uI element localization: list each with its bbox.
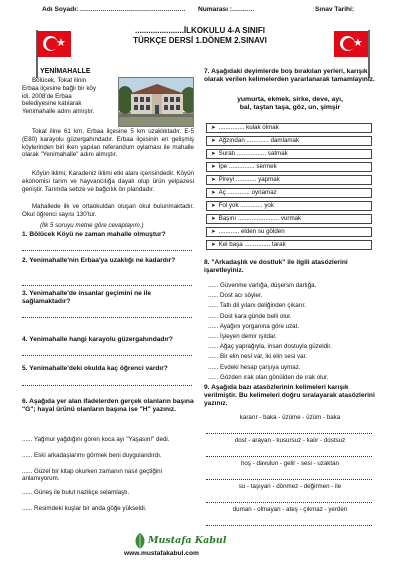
scrambled-proverb-4: su - taşıyan - dönmez - değirmen - ile <box>238 483 342 490</box>
idiom-box[interactable]: ➤ ............... kulak olmak <box>206 123 372 133</box>
scrambled-proverb-5: duman - olmayan - ateş - çıkmaz - yerden <box>232 506 348 513</box>
proverb-item[interactable]: ...... Tatlı dil yılanı deliğinden çıkarır. <box>208 302 306 310</box>
idiom-box[interactable]: ➤ Suratı ................. satmak <box>206 149 372 159</box>
arrow-icon: ➤ <box>211 190 216 196</box>
passage-paragraph-2: Tokat iline 61 km, Erbaa ilçesine 5 km uzaklıktadır. E-5 (E80) karayolu güzergahındadır. Erbaa ilçesinin en gelişmiş köylerinden biri iken yapılan referandum oylaması ile mahalle olarak "Yenimahalle" adını almıştır. <box>22 128 194 159</box>
q7-word-bank: yumurta, ekmek, sirke, deve, ayı, bal, taştan taşa, göz, un, şimşir <box>237 96 343 112</box>
scrambled-proverb-1: kararır - baka - üzüme - üzüm - baka <box>239 414 341 421</box>
q6-item[interactable]: ...... Yağmur yağdığını gören koca ayı "Yaşasın!" dedi. <box>22 436 170 443</box>
author-signature: Mustafa Kabul <box>148 535 227 546</box>
proverb-item[interactable]: ...... Gözden ırak olan gönülden de ırak olur. <box>208 373 329 381</box>
q6-item[interactable]: ...... Resimdeki kuşlar bir anda göğe yükseldi. <box>22 504 147 512</box>
name-label: Adı Soyadı: .................................................... <box>42 6 186 13</box>
number-label: Numarası :........... <box>198 6 255 13</box>
idiom-box[interactable]: ➤ Başını ........................ vurmak <box>206 214 372 224</box>
idiom-box[interactable]: ➤ İpe ............... sermek <box>206 162 372 172</box>
answer-line-9-2[interactable] <box>206 456 372 457</box>
arrow-icon: ➤ <box>211 242 216 248</box>
arrow-icon: ➤ <box>211 203 216 209</box>
question-3: 3. Yenimahalle'de insanlar geçimini ne ile sağlamaktadır? <box>22 290 151 306</box>
passage-heading: YENİMAHALLE <box>40 68 91 75</box>
passage-paragraph-3: Köyün iklimi, Karadeniz iklimi etki alanı içerisindedir. Köyün ekonomisi tarım ve hayvancılığa dayalı olup ürün yelpazesi geniştir. Tarımda sebze ve bağcılık ön plandadır. <box>22 170 194 193</box>
arrow-icon: ➤ <box>211 125 216 131</box>
arrow-icon: ➤ <box>211 177 216 183</box>
q8-items <box>208 281 378 383</box>
arrow-icon: ➤ <box>211 151 216 157</box>
q6-item[interactable]: ...... Güneş ile bulut nazikçe selamlaştı. <box>22 489 130 496</box>
idiom-box[interactable]: ➤ Aç ............. oynamaz <box>206 188 372 198</box>
question-1: 1. Bölücek Köyü ne zaman mahalle olmuştur? <box>22 231 166 238</box>
proverb-item[interactable]: ...... İşleyen demir ışıldar. <box>208 333 277 341</box>
idiom-box[interactable]: ➤ ............ elden su gölden <box>206 227 372 237</box>
website-link[interactable]: www.mustafakabul.com <box>124 550 199 557</box>
question-4: 4. Yenimahalle hangi karayolu güzergahındadır? <box>22 336 173 343</box>
arrow-icon: ➤ <box>211 229 216 235</box>
school-building-photo <box>118 77 194 127</box>
date-label: Sınav Tarihi: <box>315 6 355 13</box>
arrow-icon: ➤ <box>211 216 216 222</box>
question-8: 8. "Arkadaşlık ve dostluk" ile ilgili atasözlerini işaretleyiniz. <box>204 259 348 275</box>
proverb-item[interactable]: ...... Dost acı söyler. <box>208 292 263 300</box>
answer-line-9-4[interactable] <box>206 502 372 503</box>
question-5: 5. Yenimahalle'deki okulda kaç öğrenci vardır? <box>22 365 168 372</box>
proverb-item[interactable]: ...... Bir elin nesi var, iki elin sesi var. <box>208 353 308 361</box>
idiom-box[interactable]: ➤ Ağzından ............. damlamak <box>206 136 372 146</box>
question-7: 7. Aşağıdaki deyimlerde boş bırakılan yerleri, karışık olarak verilen kelimelerden yararlanarak tamamlayınız. <box>204 68 375 84</box>
idiom-box[interactable]: ➤ Pireyi ............ yapmak <box>206 175 372 185</box>
answer-line-1[interactable] <box>22 250 192 251</box>
proverb-item[interactable]: ...... Evdeki hesap çarşıya uymaz. <box>208 363 301 371</box>
arrow-icon: ➤ <box>211 164 216 170</box>
proverb-item[interactable]: ...... Ayağını yorganına göre uzat. <box>208 322 300 330</box>
answer-line-5[interactable] <box>22 385 192 386</box>
answer-line-4[interactable] <box>22 355 192 356</box>
arrow-icon: ➤ <box>211 138 216 144</box>
passage-intro: Bölücek, Tokat ilinin Erbaa ilçesine bağlı bir köy idi. 2008'de Erbaa belediyesine katılarak Yenimahalle adını almıştır. <box>22 77 96 115</box>
turkish-flag-right-icon: ★ <box>334 31 368 57</box>
leaf-logo-icon <box>132 531 148 551</box>
proverb-item[interactable]: ...... Dost kara günde belli olur. <box>208 312 292 320</box>
answer-line-2[interactable] <box>22 285 192 286</box>
passage-note: (İlk 5 soruyu metne göre cevaplayım.) <box>40 222 144 229</box>
scrambled-proverb-3: hoş - davulun - gelir - sesi - uzaktan <box>240 460 339 467</box>
idiom-box[interactable]: ➤ Kel başa ............... tarak <box>206 240 372 250</box>
proverb-item[interactable]: ...... Ağaç yaprağıyla, insan dostuyla güzeldir. <box>208 343 332 351</box>
answer-line-9-5[interactable] <box>206 525 372 526</box>
scrambled-proverb-2: dost - arayan - kusursuz - kalır - dostsuz <box>234 437 346 444</box>
passage-paragraph-4: Mahallede ilk ve ortaokuldan oluşan okul bulunmaktadır. Okul öğrenci sayısı 130'tur. <box>22 203 194 218</box>
q6-items <box>22 436 196 513</box>
exam-title: ......................İLKOKULU 4-A SINIFI TÜRKÇE DERSİ 1.DÖNEM 2.SINAVI <box>133 26 267 45</box>
q6-item[interactable]: ...... Eski arkadaşlarımı görmek beni duygulandırdı. <box>22 451 162 459</box>
answer-line-3[interactable] <box>22 317 192 318</box>
question-2: 2. Yenimahalle'nin Erbaa'ya uzaklığı ne kadardır? <box>22 257 176 264</box>
question-6: 6. Aşağıda yer alan ifadelerden gerçek olanların başına "G"; hayal ürünü olanların başına ise "H" yazınız. <box>22 398 194 414</box>
idiom-box[interactable]: ➤ Fol yok ............. yok <box>206 201 372 211</box>
q6-item[interactable]: ...... Güzel bir kitap okurken zamanın nasıl geçtiğini anlamıyorum. <box>22 467 162 483</box>
turkish-flag-left-icon: ★ <box>37 31 71 57</box>
answer-line-9-1[interactable] <box>206 433 372 434</box>
proverb-item[interactable]: ...... Güvenme varlığa, düşersin darlığa. <box>208 282 317 289</box>
answer-line-9-3[interactable] <box>206 479 372 480</box>
question-9: 9. Aşağıda bazı atasözlerinin kelimeleri karışık verilmiştir. Bu kelimeleri doğru sıralayarak atasözlerini yazınız. <box>204 384 375 408</box>
